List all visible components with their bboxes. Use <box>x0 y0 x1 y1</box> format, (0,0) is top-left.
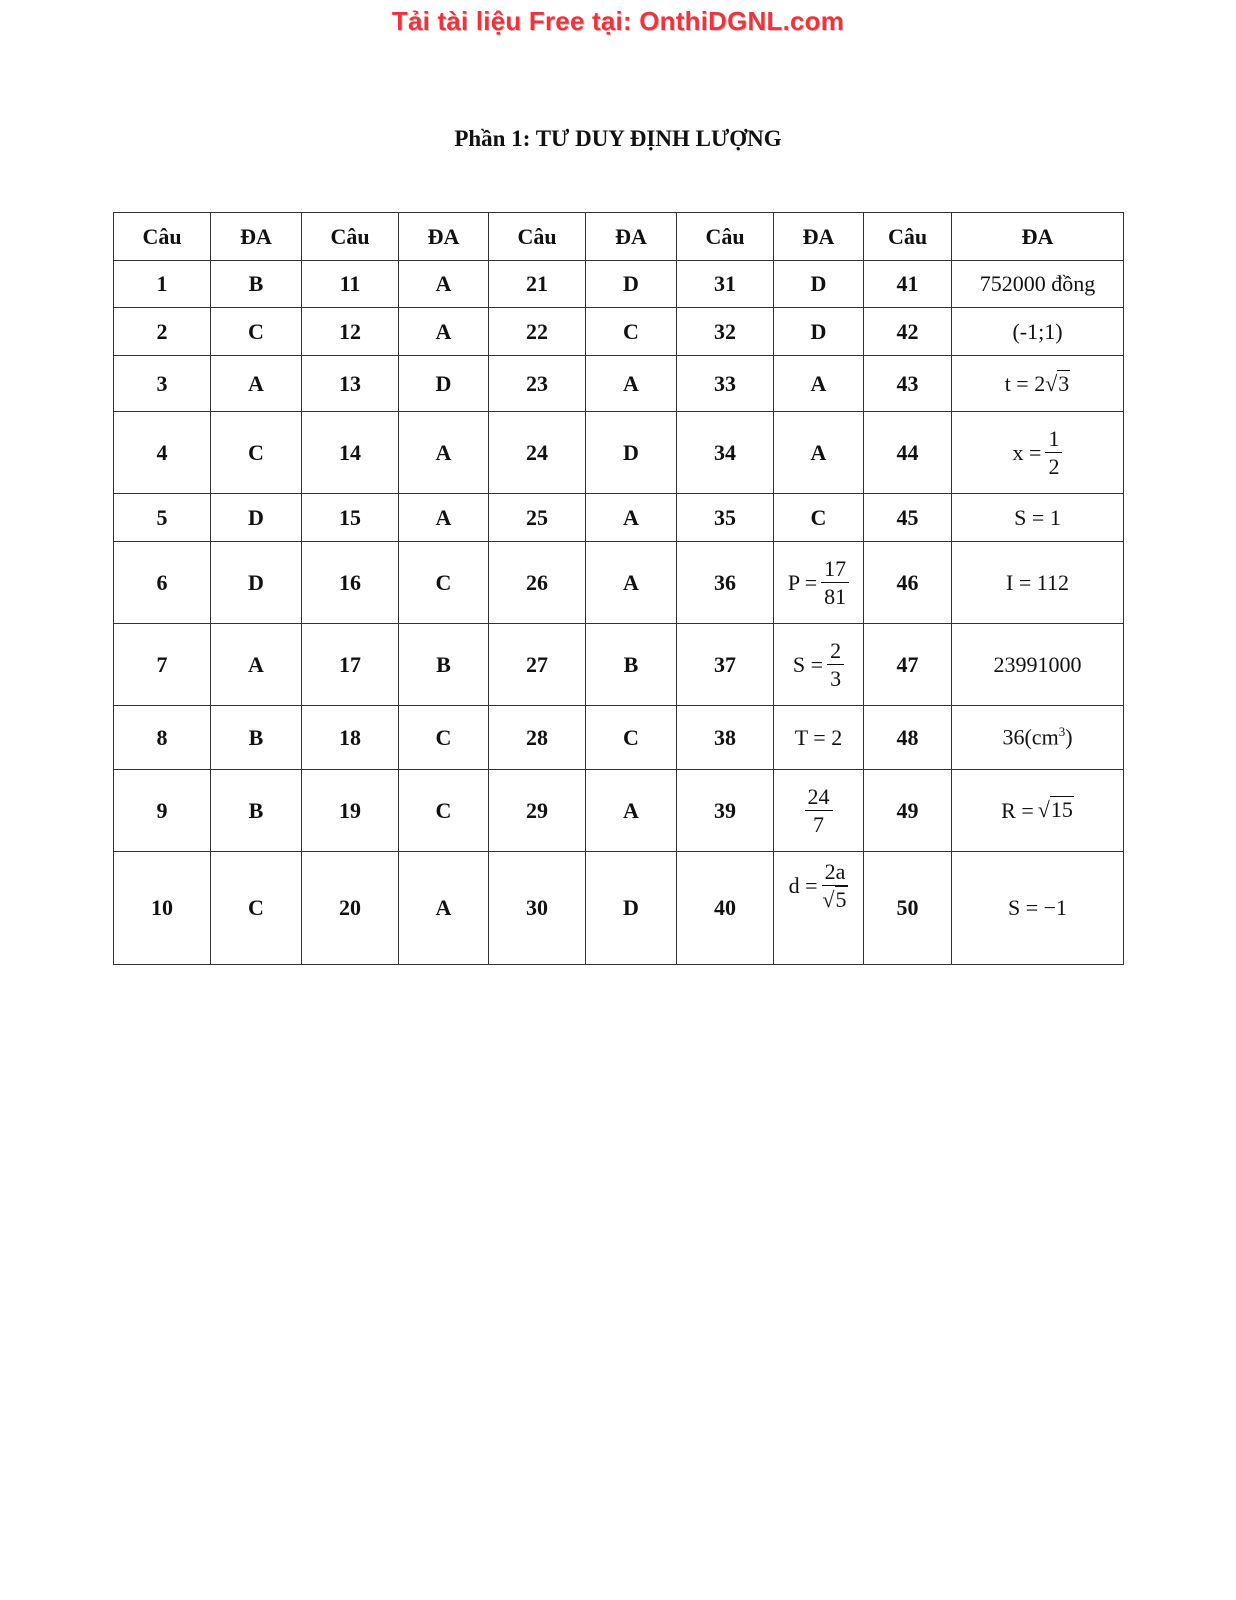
question-number: 30 <box>489 852 586 965</box>
question-number: 28 <box>489 706 586 770</box>
denominator: 3 <box>830 666 842 691</box>
numerator: 1 <box>1045 427 1062 453</box>
answer-cell: D <box>586 412 677 494</box>
header-cell: Câu <box>489 213 586 261</box>
superscript: 3 <box>1058 724 1066 740</box>
header-cell: ĐA <box>586 213 677 261</box>
answer-cell: C <box>211 852 302 965</box>
question-number: 24 <box>489 412 586 494</box>
answer-cell: 752000 đồng <box>952 261 1124 308</box>
answer-cell: D <box>211 542 302 624</box>
table-row <box>114 356 1124 412</box>
header-cell: Câu <box>302 213 399 261</box>
fraction <box>827 639 844 690</box>
header-cell: Câu <box>677 213 774 261</box>
sqrt-expression: √5 <box>822 887 847 913</box>
answer-cell: A <box>211 624 302 706</box>
header-cell: ĐA <box>211 213 302 261</box>
question-number: 29 <box>489 770 586 852</box>
answer-cell: S = 1 <box>952 494 1124 542</box>
answer-cell <box>774 770 864 852</box>
numerator: 24 <box>805 785 833 811</box>
answer-cell: A <box>399 852 489 965</box>
answer-cell: B <box>586 624 677 706</box>
denominator: 2 <box>1048 454 1060 479</box>
question-number: 37 <box>677 624 774 706</box>
answer-cell: C <box>399 706 489 770</box>
question-number: 33 <box>677 356 774 412</box>
question-number: 13 <box>302 356 399 412</box>
question-number: 18 <box>302 706 399 770</box>
answer-prefix: P = <box>787 569 818 595</box>
question-number: 50 <box>864 852 952 965</box>
answer-prefix: t = 2 <box>1004 370 1046 396</box>
answer-table <box>113 212 1124 965</box>
question-number: 17 <box>302 624 399 706</box>
table-row <box>114 852 1124 965</box>
answer-cell: C <box>399 542 489 624</box>
answer-prefix: x = <box>1012 439 1042 465</box>
header-cell: Câu <box>114 213 211 261</box>
answer-cell: A <box>399 494 489 542</box>
answer-cell: S = −1 <box>952 852 1124 965</box>
answer-cell: D <box>211 494 302 542</box>
answer-cell: B <box>211 261 302 308</box>
table-row <box>114 770 1124 852</box>
header-cell: ĐA <box>399 213 489 261</box>
question-number: 39 <box>677 770 774 852</box>
answer-cell: A <box>586 770 677 852</box>
question-number: 27 <box>489 624 586 706</box>
answer-cell: C <box>774 494 864 542</box>
header-cell: Câu <box>864 213 952 261</box>
question-number: 5 <box>114 494 211 542</box>
answer-cell: C <box>399 770 489 852</box>
question-number: 7 <box>114 624 211 706</box>
table-row <box>114 412 1124 494</box>
answer-cell: T = 2 <box>774 706 864 770</box>
question-number: 15 <box>302 494 399 542</box>
question-number: 45 <box>864 494 952 542</box>
question-number: 31 <box>677 261 774 308</box>
question-number: 12 <box>302 308 399 356</box>
radicand: 3 <box>1058 370 1070 396</box>
answer-cell: A <box>399 308 489 356</box>
question-number: 42 <box>864 308 952 356</box>
question-number: 1 <box>114 261 211 308</box>
answer-cell <box>774 852 864 965</box>
answer-cell: B <box>399 624 489 706</box>
question-number: 48 <box>864 706 952 770</box>
question-number: 16 <box>302 542 399 624</box>
answer-cell: A <box>586 542 677 624</box>
answer-cell <box>774 542 864 624</box>
answer-cell: A <box>211 356 302 412</box>
question-number: 38 <box>677 706 774 770</box>
table-row <box>114 494 1124 542</box>
question-number: 3 <box>114 356 211 412</box>
numerator: 2a <box>822 860 849 886</box>
question-number: 43 <box>864 356 952 412</box>
page-title: Phần 1: TƯ DUY ĐỊNH LƯỢNG <box>454 126 782 151</box>
sqrt-expression: √15 <box>1037 796 1073 822</box>
question-number: 23 <box>489 356 586 412</box>
answer-cell: A <box>399 412 489 494</box>
answer-prefix: R = <box>1001 798 1034 824</box>
fraction <box>1045 427 1062 478</box>
table-row <box>114 624 1124 706</box>
denominator: 81 <box>824 584 847 609</box>
question-number: 10 <box>114 852 211 965</box>
answer-prefix: d = <box>788 872 818 898</box>
answer-cell <box>952 356 1124 412</box>
answer-cell: D <box>586 852 677 965</box>
radicand: 15 <box>1050 796 1073 822</box>
answer-cell: A <box>774 412 864 494</box>
answer-cell: A <box>586 494 677 542</box>
question-number: 26 <box>489 542 586 624</box>
question-number: 19 <box>302 770 399 852</box>
denominator <box>822 886 847 911</box>
answer-cell: A <box>586 356 677 412</box>
answer-cell: C <box>211 412 302 494</box>
sqrt-expression: √3 <box>1045 370 1070 396</box>
answer-cell: C <box>586 706 677 770</box>
answer-cell: A <box>774 356 864 412</box>
question-number: 46 <box>864 542 952 624</box>
question-number: 40 <box>677 852 774 965</box>
answer-cell: C <box>586 308 677 356</box>
question-number: 2 <box>114 308 211 356</box>
question-number: 21 <box>489 261 586 308</box>
question-number: 47 <box>864 624 952 706</box>
question-number: 25 <box>489 494 586 542</box>
fraction <box>821 557 849 608</box>
header-cell: ĐA <box>774 213 864 261</box>
question-number: 11 <box>302 261 399 308</box>
table-row <box>114 542 1124 624</box>
question-number: 20 <box>302 852 399 965</box>
question-number: 9 <box>114 770 211 852</box>
answer-cell <box>952 706 1124 770</box>
radicand: 5 <box>835 887 847 913</box>
answer-prefix: S = <box>792 651 824 677</box>
fraction <box>805 785 833 836</box>
answer-cell: D <box>586 261 677 308</box>
question-number: 4 <box>114 412 211 494</box>
question-number: 35 <box>677 494 774 542</box>
numerator: 17 <box>821 557 849 583</box>
question-number: 14 <box>302 412 399 494</box>
answer-cell: D <box>399 356 489 412</box>
question-number: 36 <box>677 542 774 624</box>
table-row <box>114 706 1124 770</box>
table-row <box>114 261 1124 308</box>
answer-cell: 23991000 <box>952 624 1124 706</box>
answer-cell: D <box>774 261 864 308</box>
table-header-row <box>114 213 1124 261</box>
answer-main: 36(cm <box>1002 724 1059 750</box>
site-banner[interactable]: Tải tài liệu Free tại: OnthiDGNL.com <box>391 6 845 36</box>
table-row <box>114 308 1124 356</box>
answer-cell: A <box>399 261 489 308</box>
question-number: 22 <box>489 308 586 356</box>
question-number: 41 <box>864 261 952 308</box>
question-number: 34 <box>677 412 774 494</box>
answer-cell: D <box>774 308 864 356</box>
answer-cell: (-1;1) <box>952 308 1124 356</box>
numerator: 2 <box>827 639 844 665</box>
answer-cell <box>952 412 1124 494</box>
answer-cell: I = 112 <box>952 542 1124 624</box>
answer-cell: B <box>211 706 302 770</box>
question-number: 44 <box>864 412 952 494</box>
fraction <box>822 860 849 911</box>
question-number: 8 <box>114 706 211 770</box>
question-number: 49 <box>864 770 952 852</box>
header-cell: ĐA <box>952 213 1124 261</box>
answer-cell <box>774 624 864 706</box>
answer-cell: C <box>211 308 302 356</box>
question-number: 32 <box>677 308 774 356</box>
answer-close: ) <box>1065 724 1073 750</box>
denominator: 7 <box>813 812 824 837</box>
answer-cell: B <box>211 770 302 852</box>
answer-cell <box>952 770 1124 852</box>
question-number: 6 <box>114 542 211 624</box>
